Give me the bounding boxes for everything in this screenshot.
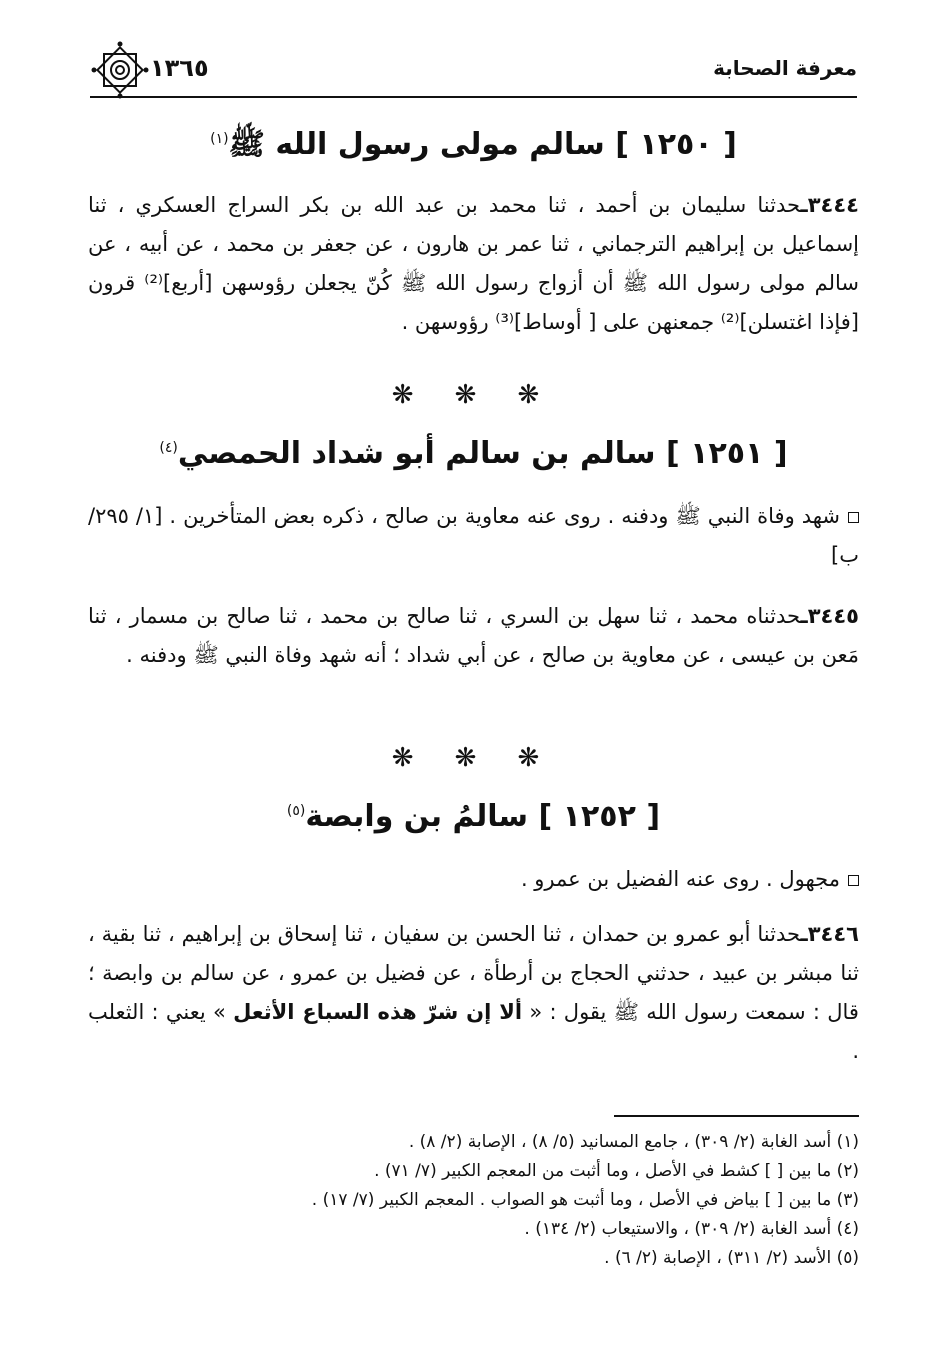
footnote-3: (٣) ما بين [ ] بياض في الأصل ، وما أثبت هو الصواب . المعجم الكبير (٧/ ١٧) .: [311, 1190, 859, 1210]
footnote-5: (٥) الأسد (٢/ ٣١١) ، الإصابة (٢/ ٦) .: [604, 1248, 859, 1268]
hadith-3446: [88, 915, 859, 1071]
ornament-icon: [90, 40, 150, 100]
footnote-4: (٤) أسد الغابة (٢/ ٣٠٩) ، والاستيعاب (٢/ ١٣٤) .: [524, 1219, 859, 1239]
hadith-text: حدثناه محمد ، ثنا سهل بن السري ، ثنا صالح بن محمد ، ثنا صالح بن مسمار ، ثنا مَعن بن عيسى ، عن معاوية بن صالح ، عن أبي شداد ؛ أنه شهد وفاة النبي ﷺ ودفنه .: [88, 604, 859, 667]
footnote-2: (٢) ما بين [ ] كشط في الأصل ، وما أثبت من المعجم الكبير (٧/ ٧١) .: [374, 1161, 859, 1181]
hadith-text-before: حدثنا أبو عمرو بن حمدان ، ثنا الحسن بن سفيان ، ثنا إسحاق بن إبراهيم ، ثنا بقية ، ثنا مبشر بن عبيد ، حدثني الحجاج بن أرطأة ، عن فضيل بن عمرو ، عن سالم بن وابصة ؛ قال : سمعت رسول الله ﷺ يقول : «: [88, 922, 859, 1024]
entry-note-1251: [88, 497, 859, 575]
footnotes: [160, 1128, 859, 1273]
entry-heading-1251: [90, 436, 857, 471]
section-separator: ❋ ❋ ❋: [391, 380, 556, 410]
footnote-rule: [614, 1115, 859, 1117]
hadith-text-after: » يعني : الثعلب .: [88, 1000, 859, 1063]
heading-text: [ ١٢٥٠ ] سالم مولى رسول الله ﷺ: [228, 127, 737, 162]
heading-text: [ ١٢٥١ ] سالم بن سالم أبو شداد الحمصي: [177, 436, 788, 471]
footnote-ref: (٥): [286, 803, 306, 819]
note-text: مجهول . روى عنه الفضيل بن عمرو .: [520, 867, 840, 891]
prophetic-quote: ألا إن شرّ هذه السباع الأثعل: [233, 1000, 523, 1024]
section-separator: ❋ ❋ ❋: [391, 743, 556, 773]
page-header: [90, 52, 857, 92]
hadith-number: ٣٤٤٦ـ: [800, 922, 859, 946]
footnote-ref: (٤): [159, 440, 178, 456]
box-bullet-icon: [848, 875, 859, 886]
box-bullet-icon: [848, 512, 859, 523]
hadith-3445: [88, 597, 859, 675]
entry-note-1252: [88, 860, 859, 899]
entry-heading-1252: [90, 799, 857, 834]
footnote-1: (١) أسد الغابة (٢/ ٣٠٩) ، جامع المسانيد (٥/ ٨) ، الإصابة (٢/ ٨) .: [408, 1132, 859, 1152]
hadith-3444: [88, 186, 859, 342]
header-rule: [90, 96, 857, 98]
footnote-ref: (١): [210, 131, 229, 147]
hadith-text: حدثنا سليمان بن أحمد ، ثنا محمد بن عبد الله بن بكر السراج العسكري ، ثنا إسماعيل بن إبراهيم الترجماني ، ثنا عمر بن هارون ، عن جعفر بن محمد ، عن أبيه ، عن سالم مولى رسول الله ﷺ أن أزواج رسول الله ﷺ كُنّ يجعلن رؤوسهن [أربع]⁽²⁾ قرون [فإذا اغتسلن]⁽²⁾ جمعنهن على [ أوساط]⁽³⁾ رؤوسهن .: [88, 193, 859, 334]
heading-text: [ ١٢٥٢ ] سالمُ بن وابصة: [305, 799, 661, 834]
note-text: شهد وفاة النبي ﷺ ودفنه . روى عنه معاوية بن صالح ، ذكره بعض المتأخرين . [١/ ٢٩٥/ ب]: [88, 504, 859, 567]
page-number: ١٣٦٥: [150, 54, 209, 82]
book-title: معرفة الصحابة: [713, 56, 857, 80]
hadith-number: ٣٤٤٤ـ: [800, 193, 859, 217]
hadith-number: ٣٤٤٥ـ: [800, 604, 859, 628]
entry-heading-1250: [90, 126, 857, 169]
